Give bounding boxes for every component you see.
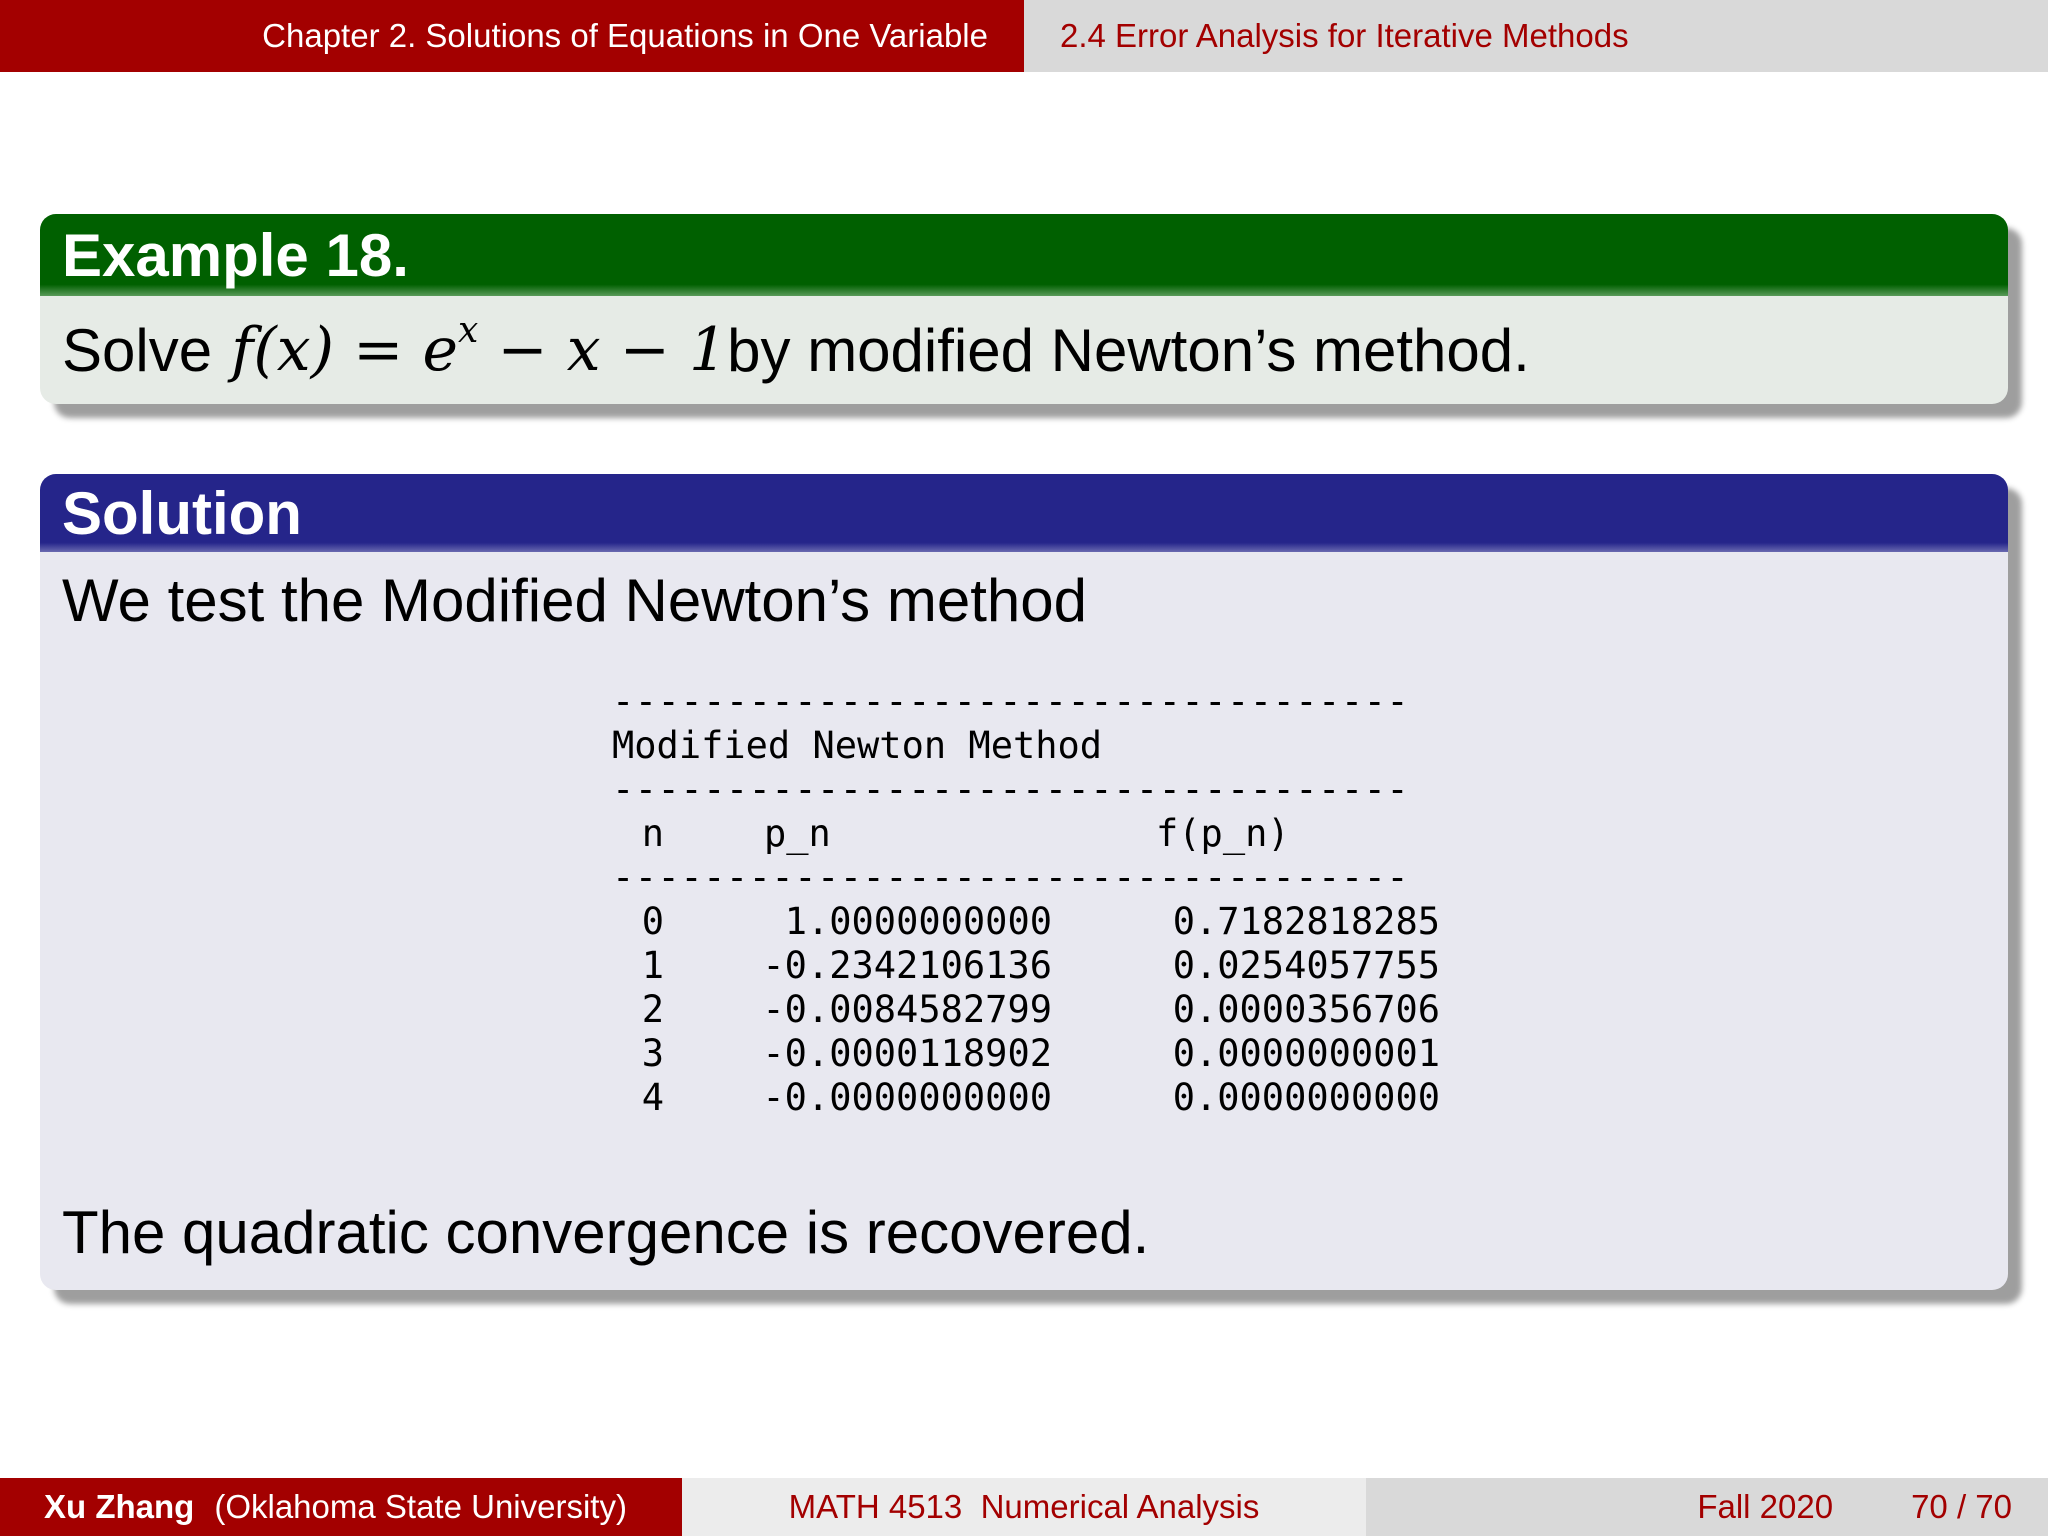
- cell-pn: -0.0000118902: [762, 1032, 1052, 1075]
- cell-pn: -0.0000000000: [762, 1076, 1052, 1119]
- solution-block: [40, 474, 2008, 1290]
- cell-n: 3: [641, 1032, 664, 1075]
- page-number: 70 / 70: [1911, 1488, 2012, 1525]
- section-title-text: 2.4 Error Analysis for Iterative Methods: [1060, 17, 1629, 54]
- table-row: [612, 900, 1440, 944]
- statement-suffix: by modified Newton’s method.: [727, 316, 1530, 384]
- section-title: [1024, 0, 2048, 72]
- cell-n: 2: [641, 988, 664, 1031]
- math-rest: − x − 1: [478, 315, 728, 385]
- footer-meta: [1366, 1478, 2048, 1536]
- header-n: n: [641, 812, 664, 855]
- cell-fpn: 0.0000000001: [1172, 1032, 1440, 1075]
- statement-prefix: Solve: [62, 316, 213, 384]
- cell-fpn: 0.0254057755: [1172, 944, 1440, 987]
- example-statement: [40, 296, 2008, 404]
- table-row: [612, 944, 1440, 988]
- term: Fall 2020: [1697, 1488, 1834, 1525]
- cell-fpn: 0.0000000000: [1172, 1076, 1440, 1119]
- chapter-title-text: Chapter 2. Solutions of Equations in One Variable: [262, 17, 988, 54]
- solution-conclusion: The quadratic convergence is recovered.: [62, 1199, 1150, 1266]
- table-divider: -----------------------------------: [612, 856, 1410, 899]
- cell-n: 4: [641, 1076, 664, 1119]
- solution-intro: We test the Modified Newton’s method: [62, 567, 1087, 634]
- table-row: [612, 1076, 1440, 1120]
- cell-pn: 1.0000000000: [784, 900, 1052, 943]
- cell-pn: -0.2342106136: [762, 944, 1052, 987]
- cell-fpn: 0.7182818285: [1172, 900, 1440, 943]
- example-title: Example 18.: [40, 214, 2008, 296]
- table-row: [612, 988, 1440, 1032]
- equation: [212, 310, 728, 385]
- header-fpn: f(p_n): [1156, 812, 1290, 855]
- cell-fpn: 0.0000356706: [1172, 988, 1440, 1031]
- slide-footer: [0, 1478, 2048, 1536]
- math-exponent: x: [457, 310, 479, 351]
- chapter-title: [0, 0, 1024, 72]
- cell-pn: -0.0084582799: [762, 988, 1052, 1031]
- math-x: (x) = e: [253, 315, 458, 385]
- footer-author: [0, 1478, 682, 1536]
- math-f: f: [231, 315, 254, 385]
- table-divider: -----------------------------------: [612, 680, 1410, 723]
- cell-n: 1: [641, 944, 664, 987]
- footer-course: [682, 1478, 1366, 1536]
- table-header-row: [612, 812, 1440, 856]
- table-title: Modified Newton Method: [612, 724, 1103, 767]
- slide-header: [0, 0, 2048, 72]
- course-name: MATH 4513 Numerical Analysis: [788, 1488, 1260, 1525]
- cell-n: 0: [641, 900, 664, 943]
- table-row: [612, 1032, 1440, 1076]
- author-name: Xu Zhang: [44, 1488, 195, 1525]
- author-affiliation: (Oklahoma State University): [214, 1488, 627, 1525]
- table-divider: -----------------------------------: [612, 768, 1410, 811]
- example-block: [40, 214, 2008, 404]
- header-pn: p_n: [764, 812, 831, 855]
- iteration-table: [612, 680, 1440, 1120]
- solution-title: Solution: [40, 474, 2008, 552]
